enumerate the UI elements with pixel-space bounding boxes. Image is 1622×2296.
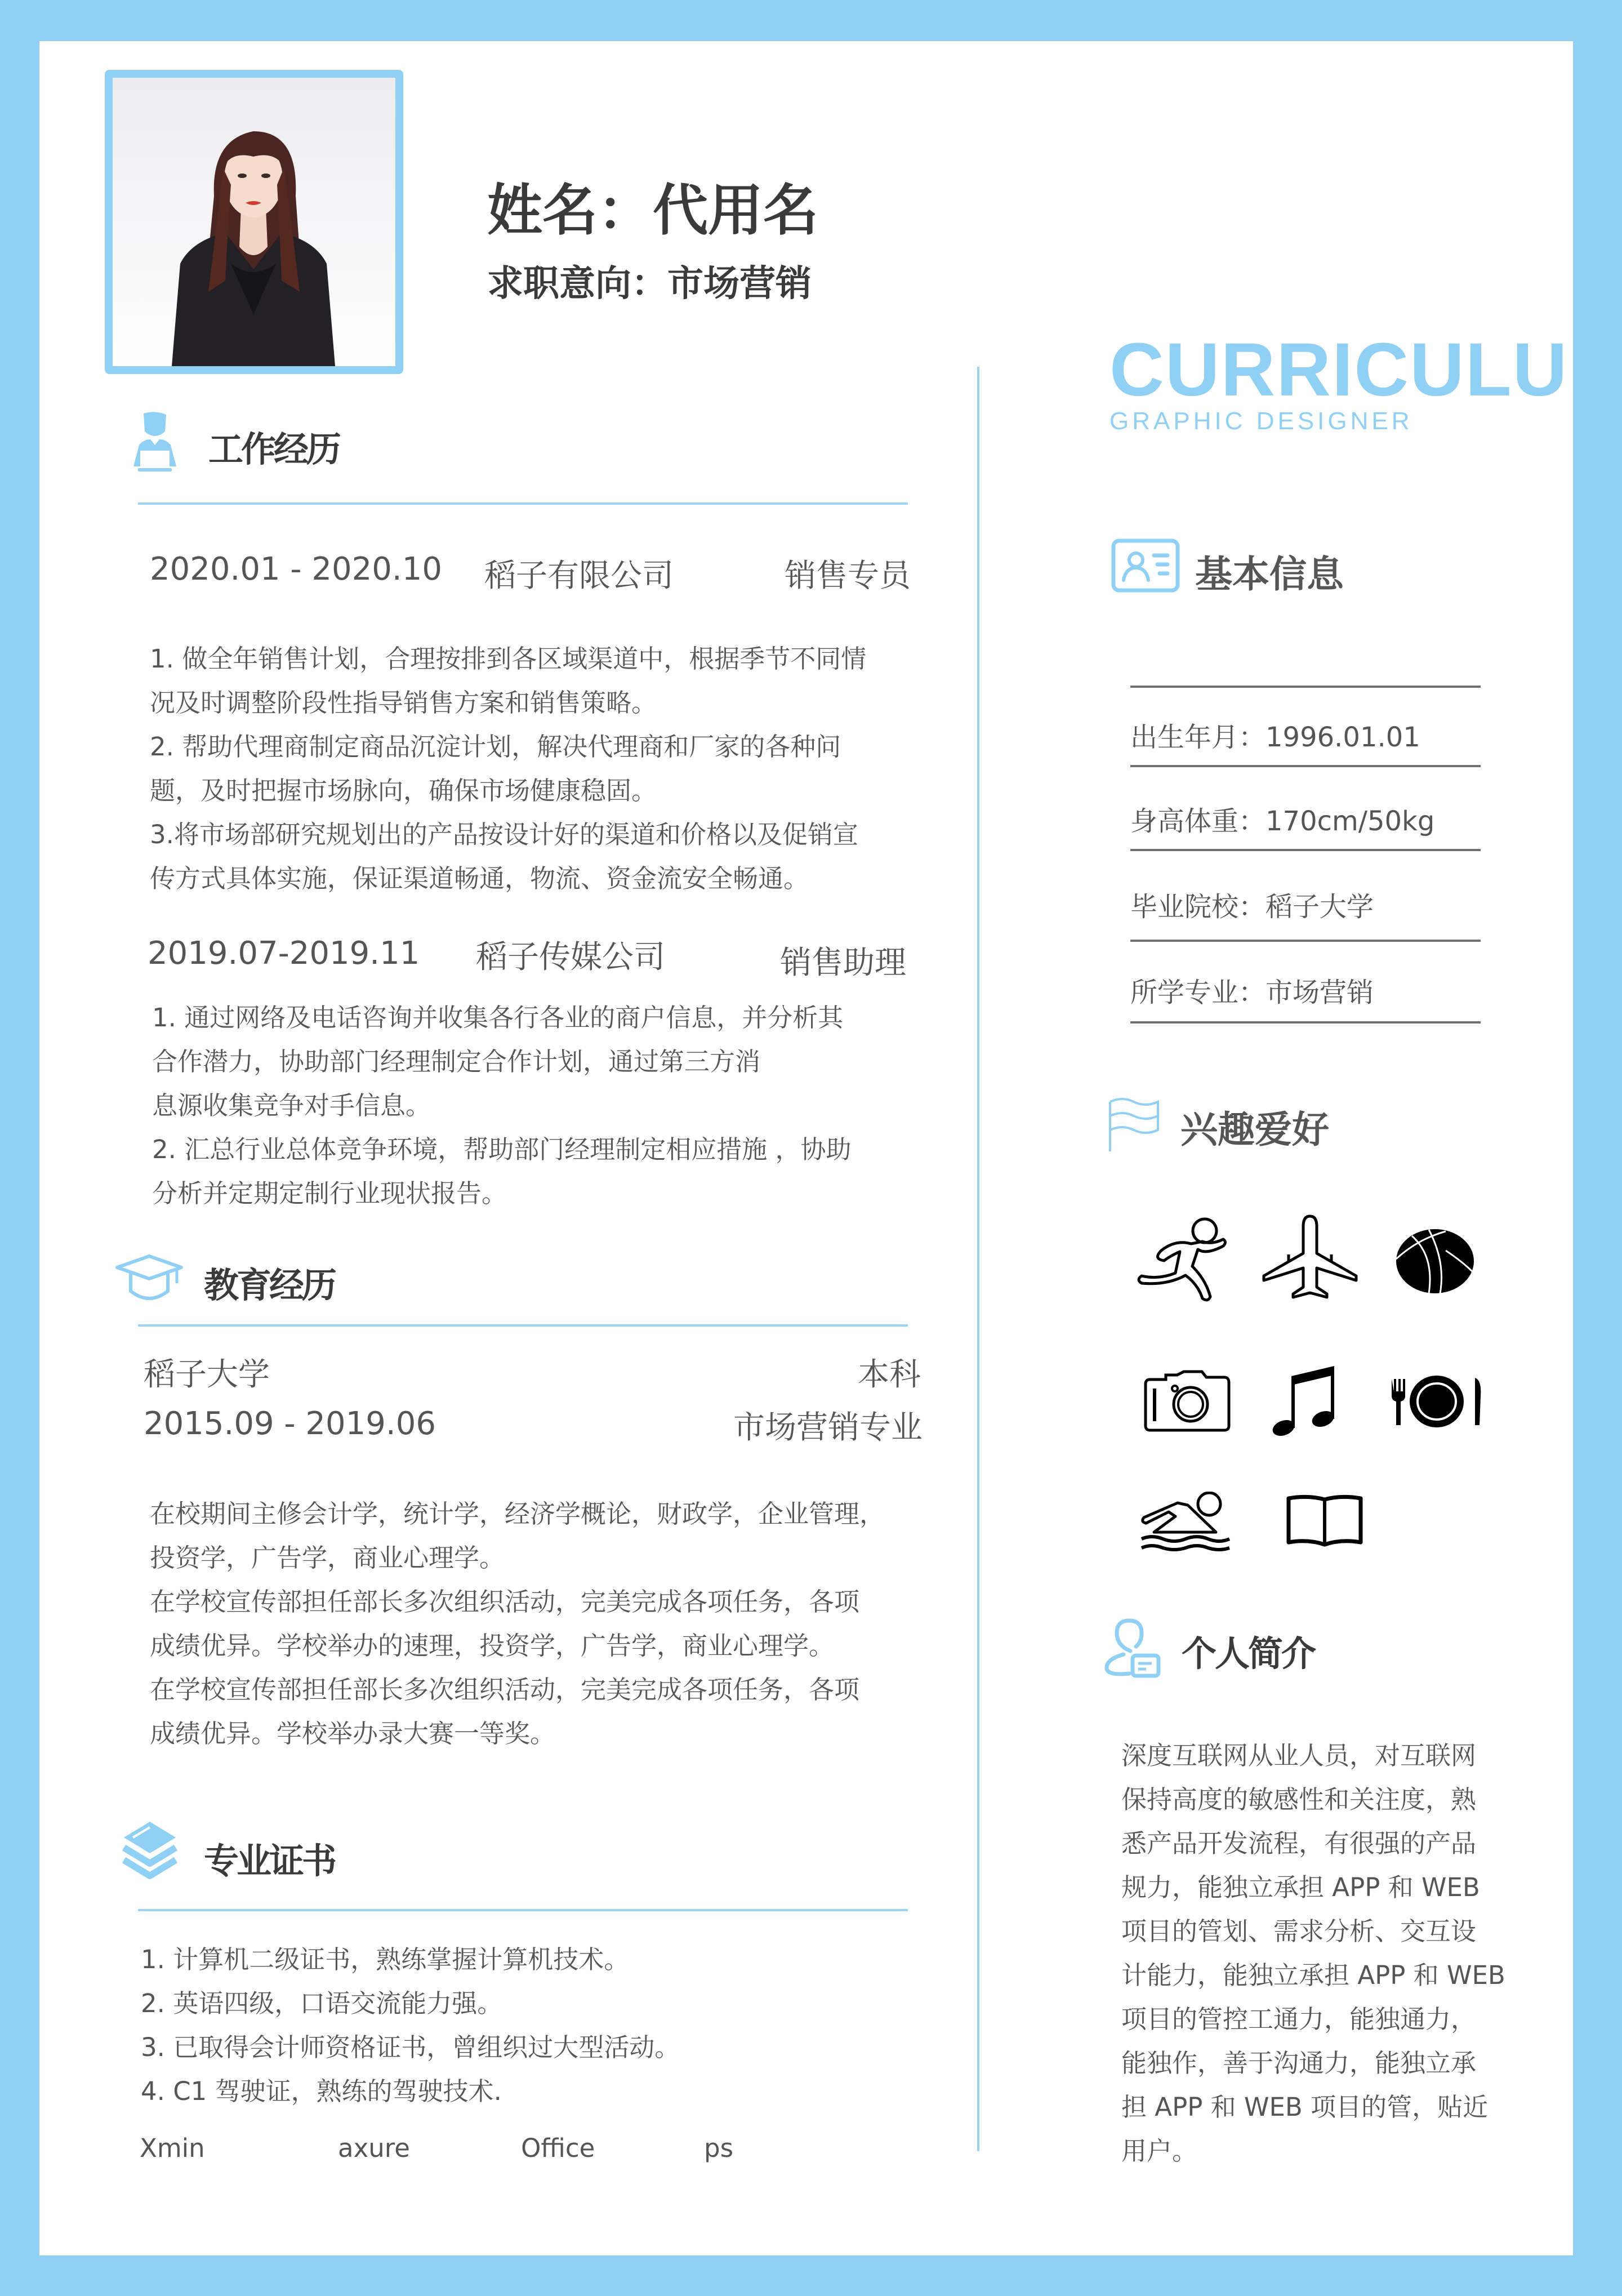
work-line: 分析并定期定制行业现状报告。 xyxy=(152,1178,507,1208)
work-line: 1. 做全年销售计划，合理按排到各区域渠道中，根据季节不同情 xyxy=(150,644,867,674)
worker-laptop-icon xyxy=(131,411,179,475)
school-name: 稻子大学 xyxy=(144,1356,270,1393)
info-row-school xyxy=(1130,885,1374,924)
skill-tag: ps xyxy=(704,2133,734,2163)
work-company: 稻子传媒公司 xyxy=(476,939,665,976)
layers-icon xyxy=(122,1821,178,1886)
profile-line: 担 APP 和 WEB 项目的管，贴近 xyxy=(1121,2092,1489,2122)
profile-line: 深度互联网从业人员，对互联网 xyxy=(1121,1741,1477,1770)
education-line: 在学校宣传部担任部长多次组织活动，完美完成各项任务，各项 xyxy=(150,1675,860,1705)
job-intent: 求职意向：市场营销 xyxy=(487,263,812,305)
flag-icon xyxy=(1108,1096,1160,1155)
info-row-birth xyxy=(1130,715,1420,754)
profile-line: 保持高度的敏感性和关注度，熟 xyxy=(1121,1785,1477,1814)
profile-line: 悉产品开发流程，有很强的产品 xyxy=(1121,1828,1477,1858)
education-line: 成绩优异。学校举办的速理，投资学，广告学，商业心理学。 xyxy=(150,1631,835,1661)
camera-icon xyxy=(1143,1369,1231,1435)
work-line: 2. 汇总行业总体竞争环境，帮助部门经理制定相应措施 ，协助 xyxy=(152,1134,852,1164)
work-line: 3.将市场部研究规划出的产品按设计好的渠道和价格以及促销宣 xyxy=(150,820,858,849)
running-icon xyxy=(1136,1217,1237,1305)
education-line: 在学校宣传部担任部长多次组织活动，完美完成各项任务，各项 xyxy=(150,1587,860,1617)
basketball-icon xyxy=(1395,1228,1475,1297)
info-row-height-weight xyxy=(1130,799,1434,838)
section-title-basic-info: 基本信息 xyxy=(1195,553,1344,596)
certificate-item: 4. C1 驾驶证，熟练的驾驶技术. xyxy=(141,2076,502,2106)
profile-line: 规力，能独立承担 APP 和 WEB xyxy=(1121,1872,1480,1902)
info-value: 170cm/50kg xyxy=(1265,806,1435,837)
id-card-icon xyxy=(1111,539,1180,595)
work-role: 销售助理 xyxy=(780,945,906,981)
education-description xyxy=(150,1492,885,1756)
info-label: 出生年月： xyxy=(1130,722,1266,753)
swimming-icon xyxy=(1140,1492,1231,1554)
certificate-item: 1. 计算机二级证书，熟练掌握计算机技术。 xyxy=(141,1945,630,1974)
brand-title: CURRICULU xyxy=(1109,328,1568,412)
profile-description xyxy=(1121,1734,1505,2173)
portrait-photo xyxy=(113,78,395,366)
section-title-work: 工作经历 xyxy=(208,429,340,470)
info-rule xyxy=(1130,1021,1481,1024)
work-line: 2. 帮助代理商制定商品沉淀计划，解决代理商和厂家的各种问 xyxy=(150,732,841,762)
info-rule xyxy=(1130,686,1481,688)
profile-line: 计能力，能独立承担 APP 和 WEB xyxy=(1121,1960,1505,1990)
section-title-certificates: 专业证书 xyxy=(204,1840,335,1881)
photo-frame xyxy=(105,70,403,374)
section-rule-certificates xyxy=(138,1909,908,1911)
skill-tag: Office xyxy=(521,2133,595,2163)
music-note-icon xyxy=(1271,1366,1336,1438)
certificate-item: 2. 英语四级，口语交流能力强。 xyxy=(141,1988,503,2018)
skill-tag: axure xyxy=(338,2133,410,2163)
degree: 本科 xyxy=(858,1356,921,1393)
certificate-list xyxy=(141,1938,680,2113)
work-period: 2019.07-2019.11 xyxy=(148,935,420,972)
profile-line: 用户。 xyxy=(1121,2136,1198,2166)
info-value: 市场营销 xyxy=(1265,977,1374,1008)
info-value: 1996.01.01 xyxy=(1265,722,1420,753)
work-line: 题，及时把握市场脉向，确保市场健康稳固。 xyxy=(150,776,657,806)
work-line: 况及时调整阶段性指导销售方案和销售策略。 xyxy=(150,688,657,718)
education-line: 成绩优异。学校举办录大赛一等奖。 xyxy=(150,1719,556,1748)
work-role: 销售专员 xyxy=(785,558,911,594)
work-line: 传方式具体实施，保证渠道畅通，物流、资金流安全畅通。 xyxy=(150,864,809,893)
major: 市场营销专业 xyxy=(733,1409,923,1446)
info-rule xyxy=(1130,849,1481,851)
profile-line: 能独作，善于沟通力，能独立承 xyxy=(1121,2048,1477,2078)
profile-line: 项目的管控工通力，能独通力， xyxy=(1121,2004,1477,2034)
airplane-icon xyxy=(1260,1214,1360,1306)
work-description xyxy=(150,637,866,901)
dining-icon xyxy=(1389,1373,1484,1432)
info-label: 所学专业： xyxy=(1130,977,1266,1008)
section-rule-work xyxy=(138,502,908,505)
section-title-hobbies: 兴趣爱好 xyxy=(1180,1108,1329,1151)
user-card-icon xyxy=(1104,1617,1161,1681)
brand-subtitle: GRAPHIC DESIGNER xyxy=(1109,407,1413,435)
certificate-item: 3. 已取得会计师资格证书，曾组织过大型活动。 xyxy=(141,2032,680,2062)
education-line: 投资学，广告学，商业心理学。 xyxy=(150,1543,505,1573)
work-company: 稻子有限公司 xyxy=(484,558,674,594)
section-title-profile: 个人简介 xyxy=(1182,1633,1315,1674)
column-divider xyxy=(977,367,979,2151)
info-value: 稻子大学 xyxy=(1265,891,1374,923)
info-rule xyxy=(1130,940,1481,942)
info-label: 毕业院校： xyxy=(1130,891,1266,923)
work-period: 2020.01 - 2020.10 xyxy=(150,551,442,588)
education-line: 在校期间主修会计学，统计学，经济学概论，财政学，企业管理， xyxy=(150,1499,885,1529)
graduation-cap-icon xyxy=(115,1254,184,1303)
info-label: 身高体重： xyxy=(1130,806,1266,837)
section-rule-education xyxy=(138,1324,908,1327)
book-icon xyxy=(1285,1494,1364,1550)
info-row-major xyxy=(1130,971,1374,1009)
candidate-name: 姓名：代用名 xyxy=(487,179,819,243)
work-line: 息源收集竞争对手信息。 xyxy=(152,1091,431,1120)
section-title-education: 教育经历 xyxy=(204,1265,335,1306)
work-line: 1. 通过网络及电话咨询并收集各行各业的商户信息，并分析其 xyxy=(152,1003,844,1033)
skill-tag: Xmin xyxy=(140,2133,205,2163)
info-rule xyxy=(1130,765,1481,767)
education-period: 2015.09 - 2019.06 xyxy=(144,1405,436,1442)
work-description xyxy=(152,996,852,1216)
work-line: 合作潜力，协助部门经理制定合作计划，通过第三方消 xyxy=(152,1047,761,1076)
profile-line: 项目的管划、需求分析、交互设 xyxy=(1121,1916,1477,1946)
